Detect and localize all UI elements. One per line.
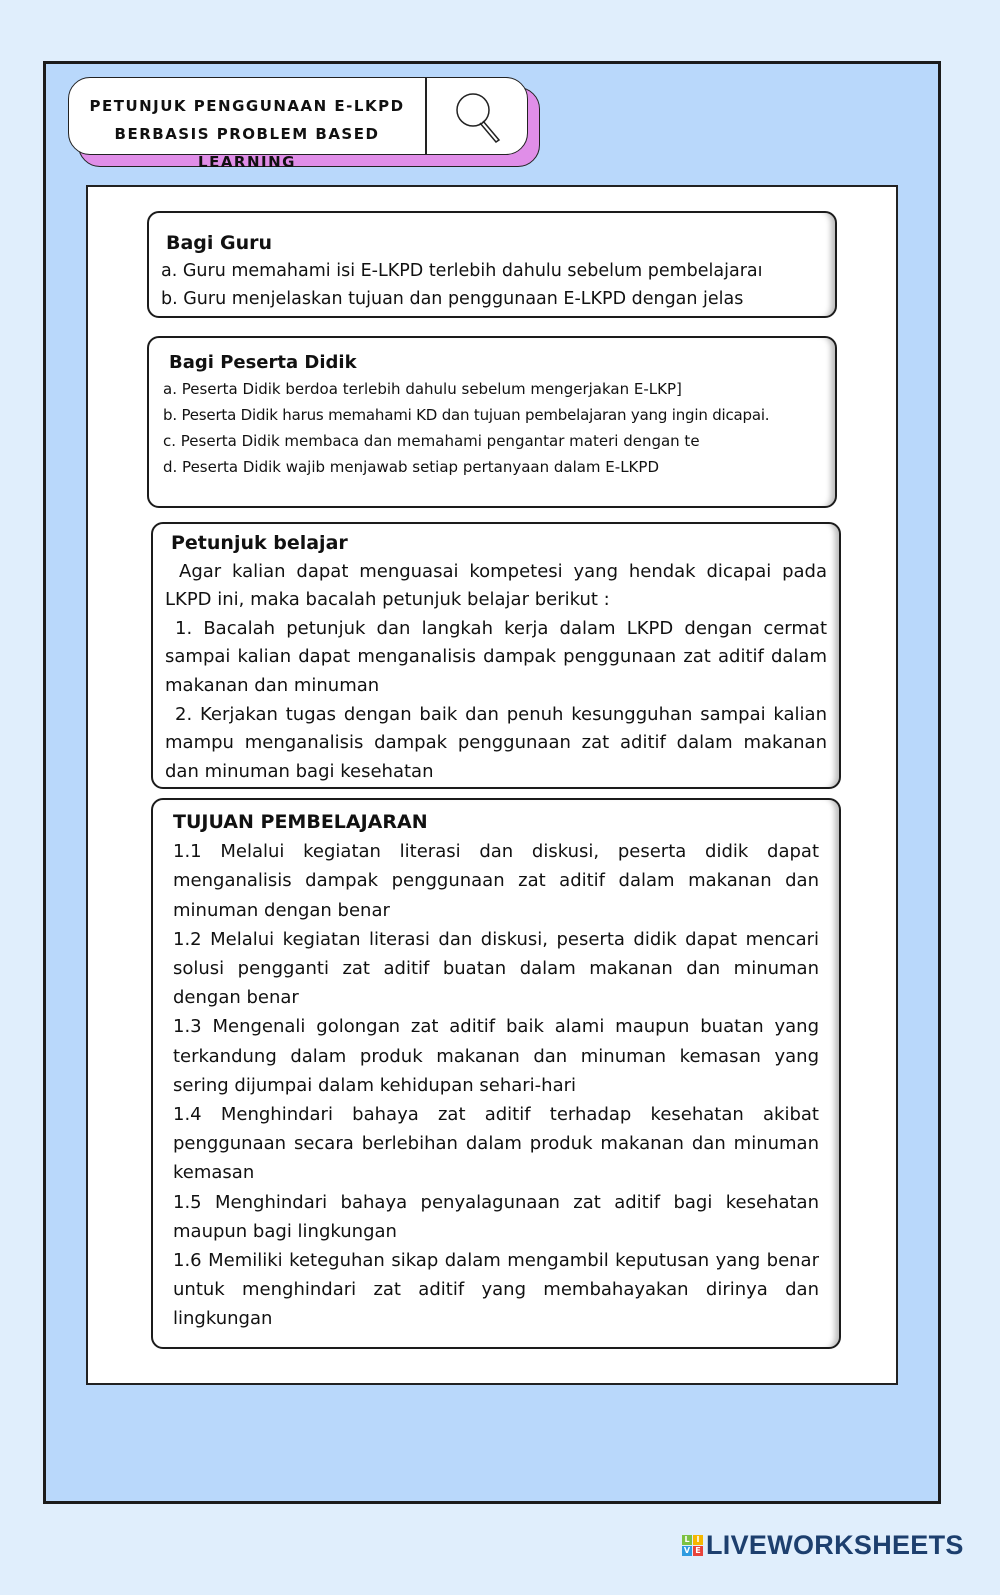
section-heading: Bagi Guru — [166, 232, 273, 254]
list-item: c. Peserta Didik membaca dan memahami pengantar materi dengan te — [163, 432, 700, 450]
tujuan-section — [151, 798, 841, 1349]
brand-name: LIVEWORKSHEETS — [706, 1530, 964, 1560]
list-item: 1.4 Menghindari bahaya zat aditif terhadap kesehatan akibat penggunaan secara berlebihan dalam produk makanan dan minuman kemasan — [173, 1104, 819, 1184]
list-item: 1.3 Mengenali golongan zat aditif baik alami maupun buatan yang terkandung dalam produk makanan dan minuman kemasan yang sering dijumpai dalam kehidupan sehari-hari — [173, 1016, 819, 1096]
list-item: d. Peserta Didik wajib menjawab setiap pertanyaan dalam E-LKPD — [163, 458, 659, 476]
intro-text: Agar kalian dapat menguasai kompetesi yang hendak dicapai pada LKPD ini, maka bacalah petunjuk belajar berikut : — [165, 560, 827, 611]
list-item: b. Peserta Didik harus memahami KD dan tujuan pembelajaran yang ingin dicapai. — [163, 406, 770, 424]
bagi-guru-section — [147, 211, 837, 318]
liveworksheets-logo — [682, 1530, 964, 1561]
logo-letter: L — [682, 1535, 692, 1545]
title-line-2: BERBASIS PROBLEM BASED LEARNING — [114, 125, 380, 171]
list-item: b. Guru menjelaskan tujuan dan penggunaan E-LKPD dengan jelas — [161, 289, 744, 309]
bagi-peserta-section — [147, 336, 837, 508]
list-item: 1.2 Melalui kegiatan literasi dan diskusi, peserta didik dapat mencari solusi pengganti zat aditif buatan dalam makanan dan minuman dengan benar — [173, 928, 819, 1009]
list-item: 1.5 Menghindari bahaya penyalagunaan zat aditif bagi kesehatan maupun bagi lingkungan — [173, 1191, 819, 1242]
title-line-1: PETUNJUK PENGGUNAAN E-LKPD — [89, 97, 405, 115]
search-icon — [451, 90, 511, 146]
section-heading: Petunjuk belajar — [171, 532, 348, 554]
list-item: 2. Kerjakan tugas dengan baik dan penuh kesungguhan sampai kalian mampu menganalisis dampak penggunaan zat aditif dalam makanan dan minuman bagi kesehatan — [165, 703, 827, 782]
list-item: 1.1 Melalui kegiatan literasi dan diskusi, peserta didik dapat menganalisis dampak penggunaan zat aditif dalam makanan dan minuman dengan benar — [173, 841, 819, 921]
petunjuk-belajar-section — [151, 522, 841, 789]
page-title — [69, 92, 425, 176]
title-banner — [68, 77, 528, 171]
logo-icon — [682, 1535, 703, 1556]
list-item: 1.6 Memiliki keteguhan sikap dalam mengambil keputusan yang benar untuk menghindari zat aditif yang membahayakan dirinya dan lingkungan — [173, 1250, 819, 1330]
list-item: a. Guru memahami isi E-LKPD terlebih dahulu sebelum pembelajaraı — [161, 261, 763, 281]
logo-letter: E — [693, 1546, 703, 1556]
title-divider — [425, 78, 427, 154]
list-item: a. Peserta Didik berdoa terlebih dahulu sebelum mengerjakan E-LKP] — [163, 380, 682, 398]
section-heading: TUJUAN PEMBELAJARAN — [173, 811, 428, 833]
logo-letter: I — [693, 1535, 703, 1545]
section-heading: Bagi Peserta Didik — [169, 352, 357, 373]
logo-letter: V — [683, 1546, 691, 1555]
list-item: 1. Bacalah petunjuk dan langkah kerja dalam LKPD dengan cermat sampai kalian dapat menganalisis dampak penggunaan zat aditif dalam makanan dan minuman — [165, 617, 827, 696]
